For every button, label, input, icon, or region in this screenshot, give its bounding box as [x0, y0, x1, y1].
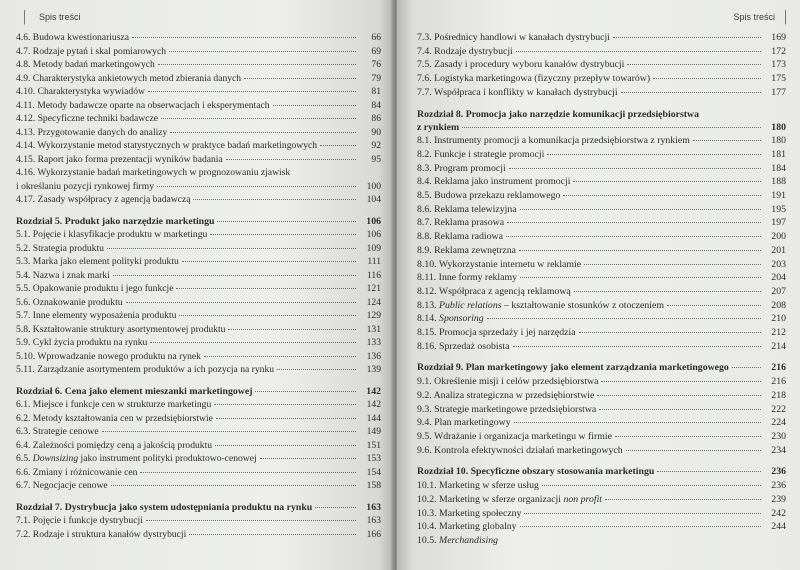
toc-entry	[16, 193, 381, 207]
dot-leader	[613, 37, 761, 38]
toc-entry-title: 5.2. Strategia produktu	[16, 242, 104, 254]
toc-entry-title: 5.5. Opakowanie produktu i jego funkcje	[16, 283, 174, 294]
toc-entry-title: 8.7. Reklama prasowa	[417, 217, 505, 229]
toc-entry-title: 8.4. Reklama jako instrument promocji	[417, 176, 571, 188]
toc-entry-page: 236	[771, 480, 786, 492]
toc-entry-page: 207	[771, 285, 786, 297]
toc-entry-page: 172	[771, 45, 786, 57]
toc-entry	[16, 58, 381, 72]
dot-leader	[514, 422, 761, 423]
toc-entry-page: 204	[771, 272, 786, 284]
dot-leader	[601, 381, 761, 382]
dot-leader	[605, 499, 761, 500]
toc-entry-page: 242	[771, 507, 786, 519]
toc-entry-title: 7.3. Pośrednicy handlowi w kanałach dystrybucji	[417, 32, 610, 43]
toc-entry-page: 121	[366, 283, 381, 294]
toc-entry-title: 4.9. Charakterystyka ankietowych metod zbierania danych	[16, 72, 242, 84]
toc-entry-page: 109	[366, 242, 381, 254]
toc-entry-page: 224	[771, 417, 786, 429]
toc-entry	[417, 31, 786, 45]
toc-entry-title	[16, 452, 257, 466]
toc-entry-page: 158	[366, 480, 381, 491]
toc-entry-page: 216	[771, 376, 786, 388]
dot-leader	[169, 51, 356, 52]
dot-leader	[584, 264, 761, 265]
toc-entry-page: 92	[371, 140, 381, 151]
toc-entry-title: 8.2. Funkcje i strategie promocji	[417, 148, 545, 160]
toc-entry-title-italic: non profit	[563, 493, 603, 505]
dot-leader	[216, 418, 356, 419]
toc-entry-title-suffix: – kształtowanie stosunków z otoczeniem	[501, 299, 664, 311]
running-head-right: Spis treści	[417, 10, 786, 25]
dot-leader	[519, 250, 761, 251]
toc-entry-title: 8.3. Program promocji	[417, 162, 506, 174]
toc-entry	[16, 45, 381, 59]
toc-entry-title: 6.3. Strategie cenowe	[16, 426, 99, 437]
toc-entry	[417, 493, 786, 507]
toc-entry-title: 10.4. Marketing globalny	[417, 521, 517, 533]
toc-entry-page: 177	[771, 86, 786, 98]
dot-leader	[579, 332, 761, 333]
toc-entry-page: 124	[366, 296, 381, 308]
toc-entry-page: 153	[366, 453, 381, 464]
dot-leader	[193, 199, 356, 200]
chapter-7-heading: Rozdział 7. Dystrybucja jako system udostępniania produktu na rynku 163	[16, 501, 381, 513]
toc-entry	[417, 244, 786, 258]
toc-entry	[417, 403, 786, 417]
toc-entry-title	[417, 299, 664, 313]
toc-entry-page: 144	[366, 412, 381, 424]
dot-leader	[189, 534, 356, 535]
toc-entry-title: 8.8. Reklama radiowa	[417, 231, 503, 243]
toc-entry-title-prefix: 8.14.	[417, 313, 440, 325]
toc-entry-title: 9.4. Plan marketingowy	[417, 417, 511, 429]
toc-entry-page: 69	[371, 45, 381, 57]
toc-entry	[16, 479, 381, 493]
dot-leader	[574, 291, 761, 292]
toc-entry-page: 129	[366, 310, 381, 321]
toc-entry-page: 66	[371, 32, 381, 43]
toc-left	[16, 31, 381, 541]
dot-leader	[487, 318, 761, 319]
toc-entry	[16, 425, 381, 439]
toc-entry-title: 9.3. Strategie marketingowe przedsiębiorstwa	[417, 403, 597, 415]
toc-entry-title: 9.5. Wdrażanie i organizacja marketingu w firmie	[417, 430, 612, 442]
toc-entry-title: 4.8. Metody badań marketingowych	[16, 59, 155, 70]
toc-entry-title: 7.6. Logistyka marketingowa (fizyczny przepływ towarów)	[417, 73, 651, 85]
toc-entry	[16, 180, 381, 194]
toc-entry	[417, 326, 786, 340]
toc-entry-title-suffix: jako instrument polityki produktowo-cenowej	[78, 453, 257, 464]
dot-leader	[615, 436, 761, 437]
toc-entry-title-italic: Merchandising	[439, 534, 499, 546]
dot-leader	[140, 472, 356, 473]
toc-entry	[16, 514, 381, 528]
toc-entry	[417, 189, 786, 203]
dot-leader	[626, 450, 761, 451]
toc-entry-page: 104	[366, 194, 381, 205]
toc-entry-title: 9.1. Określenie misji i celów przedsiębiorstwa	[417, 376, 599, 388]
toc-entry	[417, 534, 786, 548]
dot-leader	[563, 195, 761, 196]
dot-leader	[520, 209, 761, 210]
toc-entry-page: 81	[371, 86, 381, 97]
toc-entry-page: 200	[771, 231, 786, 243]
toc-entry-title: 5.10. Wprowadzanie nowego produktu na rynek	[16, 350, 201, 362]
dot-leader	[161, 118, 356, 119]
toc-entry	[417, 285, 786, 299]
chapter-10-heading: Rozdział 10. Specyficzne obszary stosowania marketingu 236	[417, 466, 786, 478]
toc-entry-page: 201	[771, 244, 786, 256]
toc-entry	[16, 72, 381, 86]
toc-entry-page: 131	[366, 323, 381, 335]
toc-entry	[417, 216, 786, 230]
toc-entry	[417, 444, 786, 458]
toc-entry-title: 6.6. Zmiany i różnicowanie cen	[16, 466, 138, 478]
toc-entry	[16, 255, 381, 269]
toc-entry	[16, 466, 381, 480]
toc-entry-page: 151	[366, 439, 381, 451]
toc-entry-title: 9.2. Analiza strategiczna w przedsiębiorstwie	[417, 389, 595, 401]
dot-leader	[573, 181, 761, 182]
dot-leader	[524, 513, 761, 514]
toc-entry	[16, 398, 381, 412]
toc-entry-title: 5.9. Cykl życia produktu na rynku	[16, 337, 148, 348]
toc-entry-page: 203	[771, 258, 786, 270]
dot-leader	[542, 485, 761, 486]
toc-entry-title: 8.5. Budowa przekazu reklamowego	[417, 190, 561, 202]
dot-leader	[176, 288, 356, 289]
dot-leader	[146, 520, 356, 521]
toc-entry-title: 4.12. Specyficzne techniki badawcze	[16, 113, 158, 124]
toc-entry	[16, 99, 381, 113]
toc-entry	[16, 296, 381, 310]
toc-entry-page: 90	[371, 126, 381, 138]
toc-entry	[16, 452, 381, 466]
dot-leader	[226, 159, 356, 160]
toc-entry-page: 195	[771, 203, 786, 215]
toc-entry	[417, 271, 786, 285]
toc-entry	[16, 412, 381, 426]
toc-entry-page: 218	[771, 389, 786, 401]
dot-leader	[653, 78, 761, 79]
toc-entry-title: 7.7. Współpraca i konflikty w kanałach dystrybucji	[417, 86, 618, 98]
toc-entry-title: 8.9. Reklama zewnętrzna	[417, 244, 517, 256]
toc-entry-title: 10.3. Marketing społeczny	[417, 507, 522, 519]
toc-entry-page: 142	[366, 399, 381, 410]
toc-entry-title: 9.6. Kontrola efektywności działań marketingowych	[417, 444, 623, 456]
toc-entry	[417, 430, 786, 444]
dot-leader	[215, 445, 356, 446]
toc-entry	[16, 228, 381, 242]
right-page	[397, 0, 800, 570]
dot-leader	[507, 222, 761, 223]
toc-entry-title: 7.1. Pojęcie i funkcje dystrybucji	[16, 515, 143, 526]
chapter-6-heading: Rozdział 6. Cena jako element mieszanki marketingowej 142	[16, 385, 381, 397]
toc-entry	[417, 203, 786, 217]
toc-entry-title: 5.4. Nazwa i znak marki	[16, 269, 110, 281]
running-head-left: Spis treści	[24, 10, 381, 25]
toc-entry-page: 210	[771, 313, 786, 325]
left-page	[0, 0, 393, 570]
toc-entry-title: 4.10. Charakterystyka wywiadów	[16, 86, 145, 97]
toc-entry-page: 234	[771, 444, 786, 456]
toc-entry	[16, 112, 381, 126]
toc-entry	[417, 72, 786, 86]
dot-leader	[273, 105, 356, 106]
toc-entry-page: 239	[771, 493, 786, 505]
toc-entry-title: 5.7. Inne elementy wyposażenia produktu	[16, 310, 177, 321]
dot-leader	[244, 78, 356, 79]
toc-entry	[16, 309, 381, 323]
toc-entry	[417, 507, 786, 521]
toc-entry-page: 163	[366, 515, 381, 526]
toc-entry-page: 214	[771, 340, 786, 352]
dot-leader	[667, 305, 761, 306]
dot-leader	[506, 236, 761, 237]
toc-entry-page: 86	[371, 113, 381, 124]
dot-leader	[148, 91, 356, 92]
toc-entry-title-prefix: 10.2. Marketing w sferze organizacji	[417, 493, 564, 505]
chapter-5-heading: Rozdział 5. Produkt jako narzędzie marketingu 106	[16, 215, 381, 227]
toc-entry	[16, 439, 381, 453]
dot-leader	[179, 315, 356, 316]
toc-entry-title-italic: Sponsoring	[439, 313, 484, 325]
toc-entry-page: 173	[771, 59, 786, 71]
toc-entry	[417, 416, 786, 430]
toc-entry-page: 111	[367, 256, 381, 267]
toc-entry-page: 84	[371, 99, 381, 111]
dot-leader	[693, 140, 761, 141]
toc-entry-title	[417, 493, 602, 507]
toc-entry-page: 212	[771, 327, 786, 339]
toc-entry	[16, 126, 381, 140]
chapter-9-heading: Rozdział 9. Plan marketingowy jako element zarządzania marketingowego 216	[417, 362, 786, 374]
toc-entry	[417, 162, 786, 176]
toc-entry-page: 244	[771, 521, 786, 533]
toc-entry	[417, 45, 786, 59]
toc-entry-title: 4.13. Przygotowanie danych do analizy	[16, 126, 168, 138]
toc-right	[417, 31, 786, 548]
toc-entry-page: 230	[771, 430, 786, 442]
toc-entry-title: 6.4. Zależności pomiędzy ceną a jakością produktu	[16, 439, 213, 451]
toc-entry-title: 4.11. Metody badawcze oparte na obserwacjach i eksperymentach	[16, 99, 270, 111]
toc-entry-page: 180	[771, 135, 786, 147]
toc-entry-title: i określaniu pozycji rynkowej firmy	[16, 180, 155, 192]
toc-entry-page: 76	[371, 59, 381, 70]
toc-entry-title-prefix: 6.5.	[16, 453, 33, 464]
toc-entry-title-italic: Public relations	[439, 299, 502, 311]
toc-entry-page: 222	[771, 403, 786, 415]
dot-leader	[520, 526, 761, 527]
chapter-8-heading-line2: z rynkiem 180	[417, 121, 786, 133]
toc-entry-title: 4.15. Raport jako forma prezentacji wyników badania	[16, 153, 223, 165]
toc-entry-page: 197	[771, 217, 786, 229]
toc-entry-title: 4.14. Wykorzystanie metod statystycznych w praktyce badań marketingowych	[16, 140, 318, 151]
toc-entry-page: 95	[371, 153, 381, 165]
toc-entry-title: 10.1. Marketing w sferze usług	[417, 480, 539, 492]
toc-entry-page: 100	[366, 180, 381, 192]
toc-entry-title: 7.2. Rodzaje i struktura kanałów dystrybucji	[16, 528, 187, 540]
toc-entry	[417, 299, 786, 313]
toc-entry-title: 5.3. Marka jako element polityki produktu	[16, 256, 179, 267]
toc-entry-title: 8.12. Współpraca z agencją reklamową	[417, 285, 571, 297]
toc-entry-title: 8.16. Sprzedaż osobista	[417, 340, 510, 352]
dot-leader	[214, 404, 356, 405]
toc-entry	[16, 528, 381, 542]
toc-entry-title: 8.6. Reklama telewizyjna	[417, 203, 517, 215]
toc-entry	[417, 312, 786, 326]
dot-leader	[520, 277, 761, 278]
toc-entry	[417, 375, 786, 389]
toc-entry	[417, 520, 786, 534]
dot-leader	[107, 248, 356, 249]
dot-leader	[204, 356, 356, 357]
toc-entry	[417, 389, 786, 403]
toc-entry-page: 79	[371, 72, 381, 84]
dot-leader	[320, 145, 356, 146]
dot-leader	[260, 458, 356, 459]
toc-entry-title-prefix: 10.5.	[417, 534, 440, 546]
toc-entry	[16, 139, 381, 153]
toc-entry-title: 8.1. Instrumenty promocji a komunikacja przedsiębiorstwa z rynkiem	[417, 135, 690, 147]
toc-entry-title: 8.11. Inne formy reklamy	[417, 272, 518, 284]
dot-leader	[509, 168, 761, 169]
toc-entry-title: 6.7. Negocjacje cenowe	[16, 480, 108, 491]
toc-entry	[417, 230, 786, 244]
toc-entry-page: 181	[771, 148, 786, 160]
toc-entry-title: 6.1. Miejsce i funkcje cen w strukturze marketingu	[16, 399, 212, 410]
toc-entry-title: 4.6. Budowa kwestionariusza	[16, 32, 129, 43]
dot-leader	[597, 395, 761, 396]
toc-entry	[417, 148, 786, 162]
toc-entry-page: 169	[771, 32, 786, 43]
toc-entry-title: 5.6. Oznakowanie produktu	[16, 296, 123, 308]
toc-entry-title-italic: Downsizing	[32, 453, 79, 464]
toc-entry-page: 133	[366, 337, 381, 348]
toc-entry-title: 8.15. Promocja sprzedaży i jej narzędzia	[417, 327, 576, 339]
toc-entry-title: 5.11. Zarządzanie asortymentem produktów a ich pozycja na rynku	[16, 364, 275, 375]
toc-entry	[16, 336, 381, 350]
toc-entry-page: 106	[366, 229, 381, 240]
toc-entry	[16, 323, 381, 337]
toc-entry-page: 116	[366, 269, 381, 281]
toc-entry	[417, 58, 786, 72]
dot-leader	[621, 92, 761, 93]
toc-entry	[417, 134, 786, 148]
dot-leader	[210, 234, 356, 235]
toc-entry-page: 149	[366, 426, 381, 437]
toc-entry-title: 7.5. Zasady i procedury wyboru kanałów dystrybucji	[417, 59, 625, 71]
dot-leader	[547, 154, 761, 155]
toc-entry-page: 136	[366, 350, 381, 362]
dot-leader	[599, 409, 761, 410]
toc-entry-page: 166	[366, 528, 381, 540]
toc-entry-title: 4.7. Rodzaje pytań i skal pomiarowych	[16, 45, 167, 57]
dot-leader	[132, 37, 356, 38]
dot-leader	[126, 302, 356, 303]
toc-entry-title: 4.17. Zasady współpracy z agencją badawczą	[16, 194, 191, 205]
dot-leader	[170, 132, 356, 133]
dot-leader	[513, 346, 761, 347]
dot-leader	[228, 329, 356, 330]
toc-entry	[417, 479, 786, 493]
dot-leader	[111, 485, 356, 486]
dot-leader	[158, 64, 356, 65]
toc-entry	[16, 363, 381, 377]
toc-entry-title: 5.8. Kształtowanie struktury asortymentowej produktu	[16, 323, 226, 335]
toc-entry-title: 8.10. Wykorzystanie internetu w reklamie	[417, 258, 582, 270]
dot-leader	[277, 369, 356, 370]
toc-entry-page: 184	[771, 162, 786, 174]
dot-leader	[157, 186, 356, 187]
toc-entry	[16, 31, 381, 45]
toc-entry	[417, 340, 786, 354]
dot-leader	[102, 431, 356, 432]
toc-entry-page: 191	[771, 190, 786, 202]
toc-entry	[16, 350, 381, 364]
toc-entry	[16, 153, 381, 167]
toc-entry	[417, 258, 786, 272]
chapter-8-heading-line1: Rozdział 8. Promocja jako narzędzie komunikacji przedsiębiorstwa	[417, 108, 699, 120]
toc-entry-title	[417, 312, 484, 326]
toc-entry-page: 208	[771, 299, 786, 311]
toc-entry	[417, 86, 786, 100]
toc-entry	[16, 85, 381, 99]
toc-entry-title: 5.1. Pojęcie i klasyfikacje produktu w marketingu	[16, 229, 208, 240]
toc-entry-title	[417, 534, 498, 548]
toc-entry-title: 6.2. Metody kształtowania cen w przedsiębiorstwie	[16, 412, 213, 424]
toc-entry	[16, 242, 381, 256]
dot-leader	[516, 51, 761, 52]
dot-leader	[182, 261, 356, 262]
toc-entry-title: 7.4. Rodzaje dystrybucji	[417, 45, 513, 57]
toc-entry-page: 139	[366, 364, 381, 375]
toc-entry	[16, 282, 381, 296]
dot-leader	[627, 64, 761, 65]
dot-leader	[150, 342, 356, 343]
toc-entry	[16, 166, 381, 180]
toc-entry	[16, 269, 381, 283]
toc-entry-page: 154	[366, 466, 381, 478]
dot-leader	[113, 275, 356, 276]
toc-entry-title-prefix: 8.13.	[417, 299, 440, 311]
toc-entry-title: 4.16. Wykorzystanie badań marketingowych w prognozowaniu zjawisk	[16, 167, 291, 178]
toc-entry-page: 188	[771, 176, 786, 188]
toc-entry-page: 175	[771, 73, 786, 85]
toc-entry	[417, 175, 786, 189]
